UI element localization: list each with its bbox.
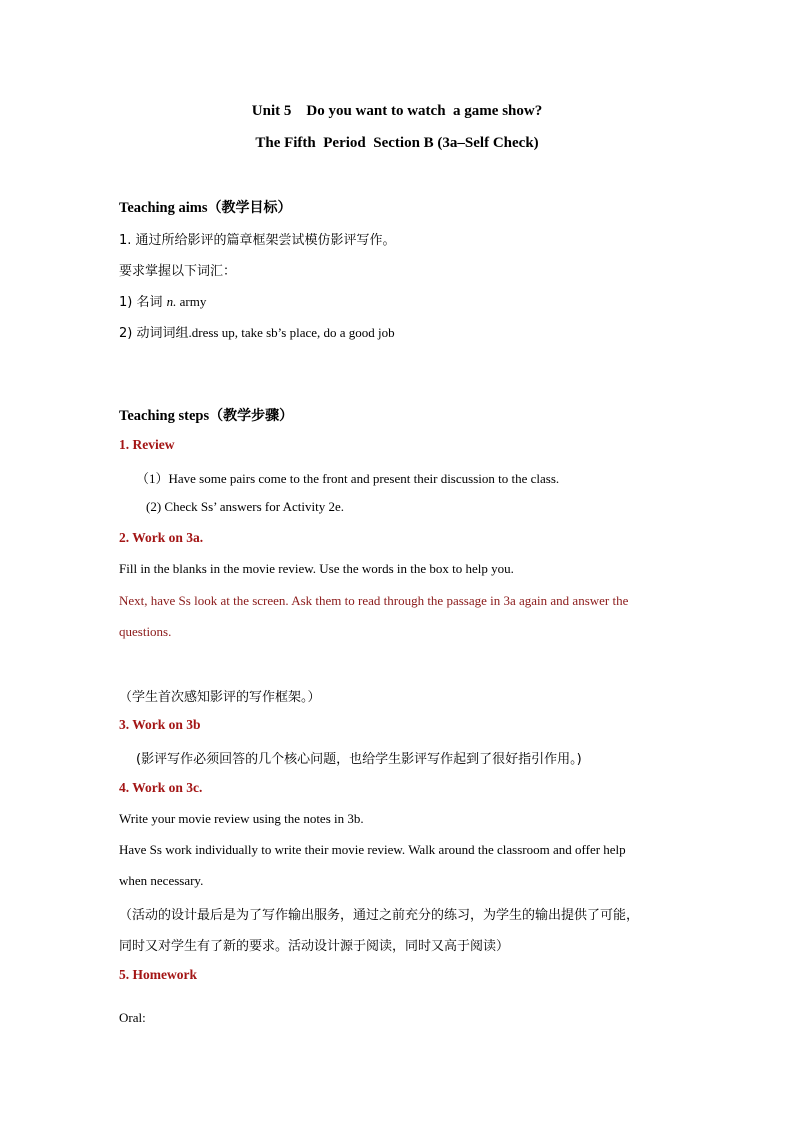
vocab-phrase-words: .dress up, take sb’s place, do a good job: [188, 325, 395, 340]
vocab-phrase-item: [119, 322, 395, 341]
step-3a-instruction-line2: questions.: [119, 624, 172, 639]
step-3a-instruction-line1: Next, have Ss look at the screen. Ask them to read through the passage in 3a again and answer the: [119, 593, 629, 608]
step-3c-text-3: when necessary.: [119, 873, 204, 888]
aim-item-1: 1. 通过所给影评的篇章框架尝试模仿影评写作。: [119, 233, 396, 248]
teaching-steps-heading: [119, 405, 293, 425]
review-item-1: （1）Have some pairs come to the front and present their discussion to the class.: [136, 471, 560, 486]
step-3c-heading: 4. Work on 3c.: [119, 780, 203, 795]
step-3a-heading: 2. Work on 3a.: [119, 530, 204, 545]
step-3b-note: (影评写作必须回答的几个核心问题，也给学生影评写作起到了很好指引作用。): [136, 752, 582, 767]
step-3a-text: Fill in the blanks in the movie review. Use the words in the box to help you.: [119, 561, 514, 576]
vocab-noun-item: [119, 291, 206, 310]
step-3c-note-2: 同时又对学生有了新的要求。活动设计源于阅读，同时又高于阅读）: [119, 939, 510, 954]
step-3c-note-1: （活动的设计最后是为了写作输出服务，通过之前充分的练习，为学生的输出提供了可能，: [119, 908, 640, 923]
step-3b-heading: 3. Work on 3b: [119, 717, 201, 732]
period-subtitle: The Fifth Period Section B (3a–Self Check): [255, 135, 539, 151]
unit-title: Unit 5 Do you want to watch a game show?: [251, 103, 543, 119]
vocab-noun-pos: n.: [166, 294, 177, 309]
teaching-aims-heading-cn: （教学目标）: [207, 200, 292, 216]
review-item-2: (2) Check Ss’ answers for Activity 2e.: [146, 499, 344, 514]
step-homework-heading: 5. Homework: [119, 967, 197, 982]
vocab-intro: 要求掌握以下词汇：: [119, 264, 237, 279]
step-review-heading: 1. Review: [119, 437, 175, 452]
vocab-noun-word: army: [176, 294, 207, 309]
teaching-aims-heading: [119, 197, 292, 217]
homework-oral-label: Oral:: [119, 1010, 146, 1025]
vocab-noun-prefix: 1) 名词: [119, 295, 167, 310]
teaching-aims-heading-en: Teaching aims: [119, 200, 208, 216]
vocab-phrase-prefix: 2) 动词词组: [119, 326, 189, 341]
teaching-steps-heading-en: Teaching steps: [119, 408, 210, 424]
step-3a-note: （学生首次感知影评的写作框架。）: [119, 690, 321, 705]
step-3c-text-1: Write your movie review using the notes in 3b.: [119, 811, 364, 826]
teaching-steps-heading-cn: （教学步骤）: [209, 408, 294, 424]
step-3c-text-2: Have Ss work individually to write their movie review. Walk around the classroom and offer help: [119, 842, 626, 857]
